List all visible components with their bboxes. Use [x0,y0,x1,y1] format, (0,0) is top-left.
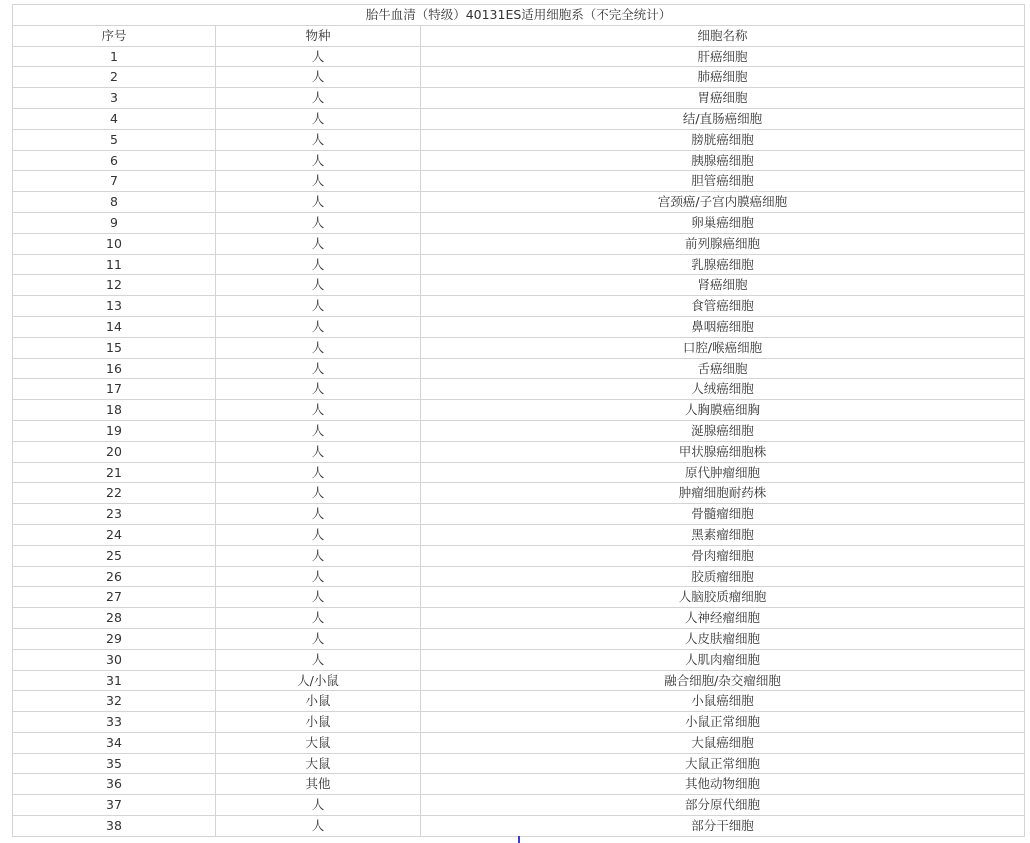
cell-name: 前列腺癌细胞 [421,233,1025,254]
table-row [13,587,1025,608]
cell-index: 14 [13,316,216,337]
cell-species: 人 [216,441,421,462]
cell-name: 人胸膜癌细胸 [421,400,1025,421]
table-row [13,171,1025,192]
cell-index: 35 [13,753,216,774]
table-row [13,296,1025,317]
table-row [13,795,1025,816]
cell-index: 32 [13,691,216,712]
cell-species: 大鼠 [216,753,421,774]
cell-name: 食管癌细胞 [421,296,1025,317]
cell-species: 人 [216,420,421,441]
cell-index: 17 [13,379,216,400]
table-row [13,358,1025,379]
cell-index: 9 [13,212,216,233]
table-row [13,628,1025,649]
cell-name: 舌癌细胞 [421,358,1025,379]
cell-name: 肿瘤细胞耐药株 [421,483,1025,504]
cell-line-table-container [12,4,1024,837]
table-row [13,212,1025,233]
cell-name: 肾癌细胞 [421,275,1025,296]
cell-index: 6 [13,150,216,171]
table-row [13,67,1025,88]
cell-species: 人 [216,504,421,525]
table-row [13,649,1025,670]
cell-species: 人 [216,67,421,88]
cell-name: 人皮肤瘤细胞 [421,628,1025,649]
cell-species: 人 [216,358,421,379]
table-row [13,108,1025,129]
cell-species: 小鼠 [216,712,421,733]
cell-index: 25 [13,545,216,566]
cell-index: 30 [13,649,216,670]
table-row [13,254,1025,275]
cell-index: 26 [13,566,216,587]
cell-name: 人肌肉瘤细胞 [421,649,1025,670]
table-row [13,441,1025,462]
cell-index: 23 [13,504,216,525]
cell-species: 人 [216,275,421,296]
cell-line-table [12,4,1025,837]
table-row [13,129,1025,150]
cell-name: 小鼠正常细胞 [421,712,1025,733]
cell-species: 人 [216,150,421,171]
table-row [13,275,1025,296]
table-row [13,192,1025,213]
cell-name: 大鼠癌细胞 [421,732,1025,753]
cell-index: 38 [13,816,216,837]
cell-name: 涎腺癌细胞 [421,420,1025,441]
cell-species: 人 [216,462,421,483]
cell-index: 31 [13,670,216,691]
cell-species: 人 [216,316,421,337]
cell-index: 13 [13,296,216,317]
cell-index: 36 [13,774,216,795]
cell-name: 部分原代细胞 [421,795,1025,816]
cell-species: 人 [216,628,421,649]
table-row [13,504,1025,525]
table-title: 胎牛血清（特级）40131ES适用细胞系（不完全统计） [13,5,1025,26]
table-row [13,150,1025,171]
cell-name: 乳腺癌细胞 [421,254,1025,275]
cell-name: 人脑胶质瘤细胞 [421,587,1025,608]
table-row [13,483,1025,504]
cell-name: 人神经瘤细胞 [421,608,1025,629]
cell-index: 28 [13,608,216,629]
cell-index: 24 [13,524,216,545]
table-row [13,816,1025,837]
table-row [13,566,1025,587]
text-cursor-mark [518,836,520,843]
cell-species: 人 [216,337,421,358]
table-row [13,316,1025,337]
cell-name: 骨髓瘤细胞 [421,504,1025,525]
table-row [13,670,1025,691]
cell-name: 部分干细胞 [421,816,1025,837]
cell-index: 4 [13,108,216,129]
cell-name: 人绒癌细胞 [421,379,1025,400]
cell-index: 34 [13,732,216,753]
cell-species: 人 [216,254,421,275]
cell-species: 人/小鼠 [216,670,421,691]
cell-index: 2 [13,67,216,88]
cell-index: 29 [13,628,216,649]
cell-name: 胶质瘤细胞 [421,566,1025,587]
cell-species: 人 [216,379,421,400]
cell-name: 口腔/喉癌细胞 [421,337,1025,358]
cell-species: 人 [216,649,421,670]
cell-index: 21 [13,462,216,483]
cell-species: 人 [216,88,421,109]
cell-name: 胆管癌细胞 [421,171,1025,192]
cell-name: 鼻咽癌细胞 [421,316,1025,337]
cell-index: 5 [13,129,216,150]
cell-species: 人 [216,171,421,192]
cell-index: 10 [13,233,216,254]
cell-index: 37 [13,795,216,816]
cell-name: 宫颈癌/子宫内膜癌细胞 [421,192,1025,213]
cell-index: 19 [13,420,216,441]
cell-name: 胰腺癌细胞 [421,150,1025,171]
cell-name: 融合细胞/杂交瘤细胞 [421,670,1025,691]
cell-name: 其他动物细胞 [421,774,1025,795]
cell-name: 肝癌细胞 [421,46,1025,67]
table-row [13,753,1025,774]
cell-species: 人 [216,566,421,587]
cell-index: 15 [13,337,216,358]
table-row [13,774,1025,795]
cell-name: 原代肿瘤细胞 [421,462,1025,483]
cell-species: 人 [216,108,421,129]
cell-index: 7 [13,171,216,192]
cell-name: 肺癌细胞 [421,67,1025,88]
cell-name: 胃癌细胞 [421,88,1025,109]
cell-species: 小鼠 [216,691,421,712]
table-row [13,400,1025,421]
cell-name: 卵巢癌细胞 [421,212,1025,233]
cell-species: 人 [216,400,421,421]
cell-species: 人 [216,483,421,504]
table-header-row [13,25,1025,46]
cell-species: 人 [216,545,421,566]
table-row [13,608,1025,629]
cell-species: 人 [216,587,421,608]
cell-species: 人 [216,129,421,150]
cell-name: 甲状腺癌细胞株 [421,441,1025,462]
cell-species: 人 [216,212,421,233]
cell-species: 人 [216,816,421,837]
cell-species: 人 [216,795,421,816]
cell-index: 20 [13,441,216,462]
table-row [13,88,1025,109]
header-cell-name: 细胞名称 [421,25,1025,46]
cell-index: 1 [13,46,216,67]
cell-index: 33 [13,712,216,733]
table-row [13,732,1025,753]
cell-name: 大鼠正常细胞 [421,753,1025,774]
cell-name: 小鼠癌细胞 [421,691,1025,712]
table-row [13,524,1025,545]
cell-index: 11 [13,254,216,275]
cell-index: 3 [13,88,216,109]
cell-species: 人 [216,46,421,67]
cell-index: 18 [13,400,216,421]
header-species: 物种 [216,25,421,46]
cell-index: 16 [13,358,216,379]
cell-species: 大鼠 [216,732,421,753]
table-row [13,233,1025,254]
table-row [13,462,1025,483]
cell-name: 结/直肠癌细胞 [421,108,1025,129]
table-row [13,712,1025,733]
table-row [13,46,1025,67]
table-row [13,691,1025,712]
cell-name: 黑素瘤细胞 [421,524,1025,545]
table-row [13,545,1025,566]
header-index: 序号 [13,25,216,46]
cell-species: 人 [216,296,421,317]
cell-index: 12 [13,275,216,296]
cell-species: 其他 [216,774,421,795]
cell-index: 27 [13,587,216,608]
cell-species: 人 [216,192,421,213]
cell-index: 8 [13,192,216,213]
table-row [13,420,1025,441]
table-row [13,337,1025,358]
cell-index: 22 [13,483,216,504]
cell-name: 膀胱癌细胞 [421,129,1025,150]
cell-species: 人 [216,233,421,254]
table-row [13,379,1025,400]
cell-species: 人 [216,524,421,545]
table-title-row [13,5,1025,26]
cell-species: 人 [216,608,421,629]
cell-name: 骨肉瘤细胞 [421,545,1025,566]
